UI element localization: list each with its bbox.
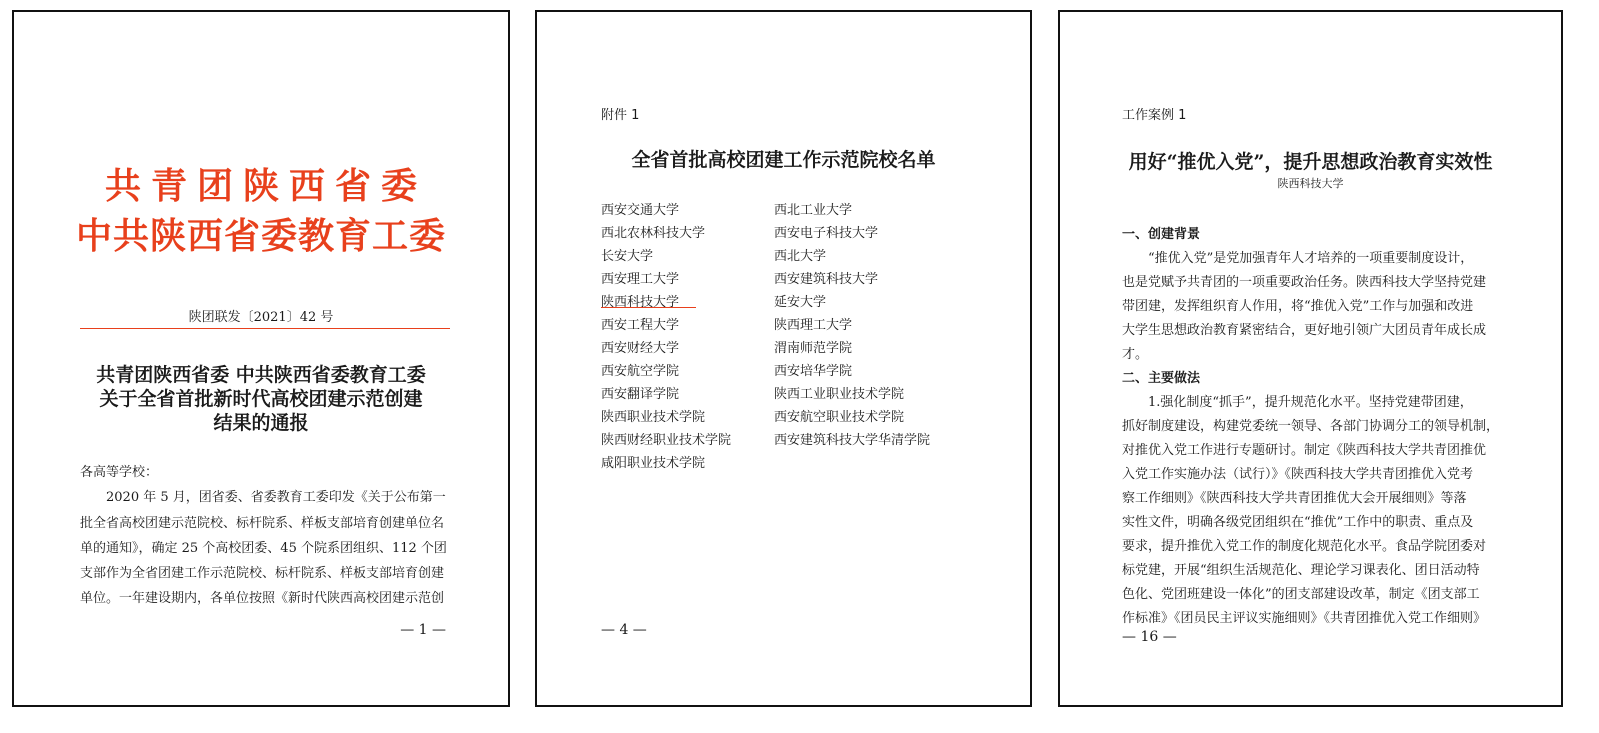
body-line: 单的通知》，确定 25 个高校团委、45 个院系团组织、112 个团 — [80, 541, 447, 556]
school-list-item: 西安交通大学 — [601, 203, 680, 218]
body-line: 色化、党团班建设一体化”的团支部建设改革，制定《团支部工 — [1122, 587, 1480, 602]
red-divider-rule — [80, 328, 450, 329]
page-number: — 1 — — [400, 622, 446, 638]
notice-title-line-1: 共青团陕西省委 中共陕西省委教育工委 — [96, 364, 426, 386]
school-list-item: 西北农林科技大学 — [601, 226, 706, 241]
red-header-line-1: 共青团陕西省委 — [104, 166, 427, 207]
body-line: 标党建，开展“组织生活规范化、理论学习课表化、团日活动特 — [1122, 563, 1480, 578]
body-line: 支部作为全省团建工作示范院校、标杆院系、样板支部培育创建 — [80, 566, 445, 581]
body-line: 大学生思想政治教育紧密结合，更好地引领广大团员青年成长成 — [1122, 323, 1487, 338]
school-list-item: 西安工程大学 — [601, 318, 680, 333]
school-list-item: 咸阳职业技术学院 — [601, 456, 706, 471]
school-list-item: 陕西科技大学 — [601, 295, 680, 310]
body-line: “推优入党”是党加强青年人才培养的一项重要制度设计， — [1148, 251, 1474, 266]
school-list-item: 西安财经大学 — [601, 341, 680, 356]
section-heading: 二、主要做法 — [1122, 371, 1201, 386]
school-list-item: 陕西工业职业技术学院 — [774, 387, 905, 402]
school-list-item: 渭南师范学院 — [774, 341, 853, 356]
body-line: 入党工作实施办法（试行）》《陕西科技大学共青团推优入党考 — [1122, 467, 1474, 482]
body-line: 实性文件，明确各级党团组织在“推优”工作中的职责、重点及 — [1122, 515, 1474, 530]
notice-title-line-3: 结果的通报 — [213, 412, 309, 434]
document-page-2 — [535, 10, 1032, 707]
school-list-item: 西安航空职业技术学院 — [774, 410, 905, 425]
body-line: 批全省高校团建示范院校、标杆院系、样板支部培育创建单位名 — [80, 516, 445, 531]
document-number: 陕团联发〔2021〕42 号 — [188, 310, 334, 325]
case-title: 用好“推优入党”，提升思想政治教育实效性 — [1128, 151, 1493, 173]
notice-title-line-2: 关于全省首批新时代高校团建示范创建 — [99, 388, 423, 410]
school-list-item: 西安建筑科技大学华清学院 — [774, 433, 931, 448]
red-underline-highlight — [601, 307, 696, 308]
school-list-item: 陕西理工大学 — [774, 318, 853, 333]
document-page-3 — [1058, 10, 1563, 707]
body-line: 带团建，发挥组织育人作用，将“推优入党”工作与加强和改进 — [1122, 299, 1474, 314]
salutation: 各高等学校： — [80, 465, 159, 480]
case-label: 工作案例 1 — [1122, 108, 1187, 123]
school-list-item: 西北大学 — [774, 249, 827, 264]
school-list-item: 西北工业大学 — [774, 203, 853, 218]
body-line: 抓好制度建设，构建党委统一领导、各部门协调分工的领导机制， — [1122, 419, 1500, 434]
body-line: 才。 — [1122, 347, 1149, 362]
document-page-1 — [12, 10, 510, 707]
school-list-item: 西安电子科技大学 — [774, 226, 879, 241]
body-line: 要求，提升推优入党工作的制度化规范化水平。食品学院团委对 — [1122, 539, 1487, 554]
body-line: 单位。一年建设期内，各单位按照《新时代陕西高校团建示范创 — [80, 591, 445, 606]
red-header-line-2: 中共陕西省委教育工委 — [75, 216, 446, 257]
page-number: — 16 — — [1122, 629, 1177, 645]
section-heading: 一、创建背景 — [1122, 227, 1201, 242]
school-list-item: 西安培华学院 — [774, 364, 853, 379]
body-line: 2020 年 5 月，团省委、省委教育工委印发《关于公布第一 — [106, 490, 446, 505]
school-list-item: 长安大学 — [601, 249, 654, 264]
body-line: 1.强化制度“抓手”，提升规范化水平。坚持党建带团建， — [1148, 395, 1473, 410]
school-list-item: 西安翻译学院 — [601, 387, 680, 402]
school-list-item: 陕西职业技术学院 — [601, 410, 706, 425]
body-line: 也是党赋予共青团的一项重要政治任务。陕西科技大学坚持党建 — [1122, 275, 1487, 290]
school-list-item: 陕西财经职业技术学院 — [601, 433, 732, 448]
school-list-item: 西安理工大学 — [601, 272, 680, 287]
school-list-item: 西安建筑科技大学 — [774, 272, 879, 287]
school-list-title: 全省首批高校团建工作示范院校名单 — [631, 149, 936, 171]
attachment-label: 附件 1 — [601, 108, 640, 123]
body-line: 察工作细则》《陕西科技大学共青团推优大会开展细则》等落 — [1122, 491, 1467, 506]
school-list-item: 西安航空学院 — [601, 364, 680, 379]
page-number: — 4 — — [601, 622, 647, 638]
body-line: 作标准》《团员民主评议实施细则》《共青团推优入党工作细则》 — [1122, 611, 1487, 626]
school-list-item: 延安大学 — [774, 295, 827, 310]
body-line: 对推优入党工作进行专题研讨。制定《陕西科技大学共青团推优 — [1122, 443, 1487, 458]
case-subtitle: 陕西科技大学 — [1277, 177, 1344, 190]
